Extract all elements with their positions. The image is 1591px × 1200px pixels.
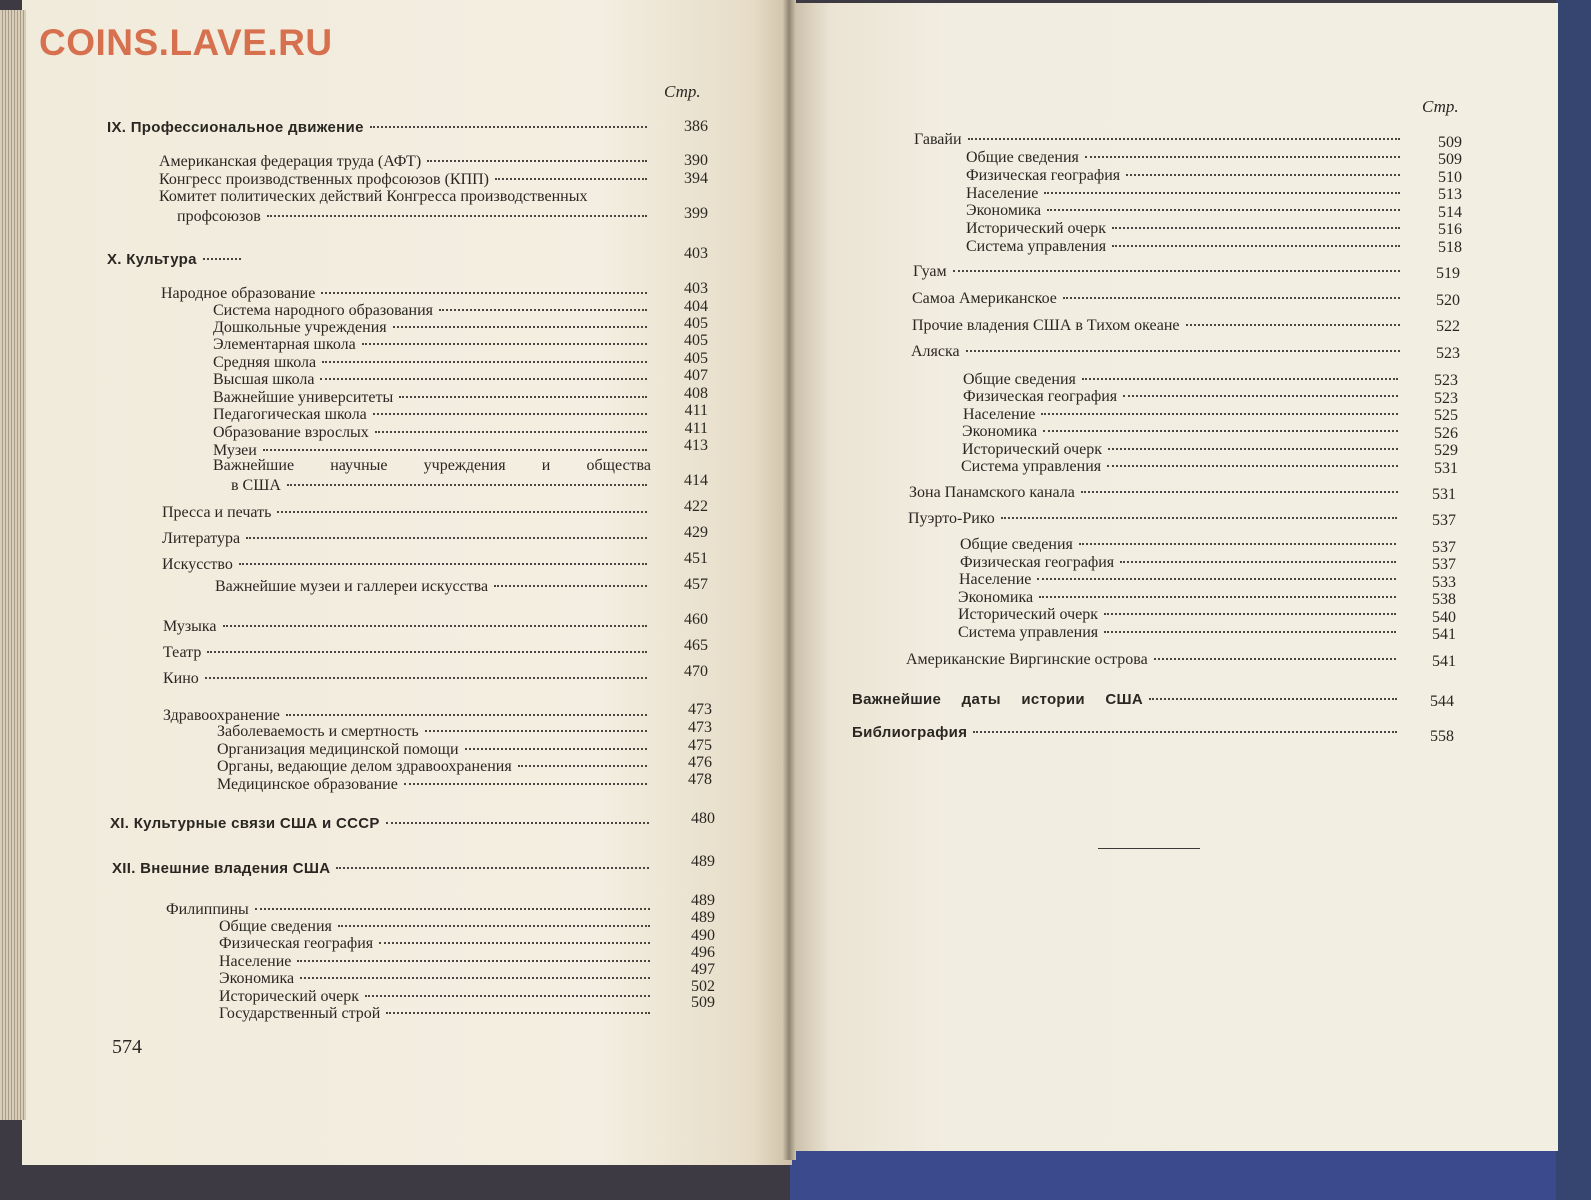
toc-entry: Музеи: [213, 442, 653, 460]
toc-entry: Население: [959, 571, 1402, 589]
toc-entry: IX. Профессиональное движение: [107, 119, 653, 137]
toc-page-number: 473: [688, 719, 712, 736]
toc-entry: Общие сведения: [960, 536, 1402, 554]
toc-entry: X. Культура: [107, 251, 247, 269]
toc-page-number: 489: [691, 909, 715, 926]
toc-page-number: 403: [684, 245, 708, 262]
toc-entry: Население: [966, 185, 1406, 203]
toc-entry: Гуам: [913, 263, 1406, 281]
toc-entry: Исторический очерк: [966, 220, 1406, 238]
toc-entry: Заболеваемость и смертность: [217, 723, 653, 741]
toc-entry: Высшая школа: [213, 371, 653, 389]
toc-entry: [213, 457, 651, 475]
toc-entry: Аляска: [911, 343, 1406, 361]
toc-page-number: 496: [691, 944, 715, 961]
toc-entry: Средняя школа: [213, 354, 653, 372]
toc-page-number: 411: [684, 402, 708, 419]
toc-entry: Исторический очерк: [219, 988, 656, 1006]
toc-page-number: 451: [684, 550, 708, 567]
toc-page-number: 526: [1434, 425, 1458, 442]
toc-entry: Народное образование: [161, 285, 653, 303]
toc-entry: Государственный строй: [219, 1005, 656, 1023]
toc-page-number: 537: [1432, 539, 1456, 556]
toc-entry: Литература: [162, 530, 653, 548]
toc-entry: Общие сведения: [963, 371, 1404, 389]
toc-page-number: 413: [684, 437, 708, 454]
toc-entry: Библиография: [852, 724, 1403, 742]
toc-page-number: 497: [691, 961, 715, 978]
toc-entry: Комитет политических действий Конгресса производственных: [159, 188, 588, 205]
toc-page-number: 394: [684, 170, 708, 187]
toc-entry: Американская федерация труда (АФТ): [159, 153, 653, 171]
toc-entry: Система управления: [958, 624, 1402, 642]
toc-page-number: 502: [691, 978, 715, 995]
toc-page-number: 465: [684, 637, 708, 654]
toc-entry: Органы, ведающие делом здравоохранения: [217, 758, 653, 776]
toc-entry: Элементарная школа: [213, 336, 653, 354]
toc-entry: Экономика: [966, 202, 1406, 220]
toc-entry: Экономика: [962, 423, 1404, 441]
watermark-text: COINS.LAVE.RU: [39, 22, 333, 63]
toc-page-number: 489: [691, 892, 715, 909]
toc-page-number: 525: [1434, 407, 1458, 424]
toc-entry: Исторический очерк: [962, 441, 1404, 459]
toc-page-number: 429: [684, 524, 708, 541]
toc-page-number: 390: [684, 152, 708, 169]
toc-entry: XII. Внешние владения США: [112, 860, 655, 878]
toc-page-number: 516: [1438, 221, 1462, 238]
toc-page-number: 531: [1434, 460, 1458, 477]
toc-page-number: 523: [1434, 390, 1458, 407]
toc-entry: Население: [219, 953, 656, 971]
toc-page-number: 514: [1438, 204, 1462, 221]
book-cover-right: [1556, 0, 1591, 1200]
toc-entry: Экономика: [219, 970, 656, 988]
toc-entry: Образование взрослых: [213, 424, 653, 442]
toc-page-number: 473: [688, 701, 712, 718]
toc-entry: Филиппины: [166, 901, 656, 919]
toc-entry: Физическая география: [219, 935, 656, 953]
toc-page-number: 414: [684, 472, 708, 489]
toc-entry: Система управления: [966, 238, 1406, 256]
toc-page-number: 518: [1438, 239, 1462, 256]
toc-entry: Физическая география: [963, 388, 1404, 406]
toc-entry-word: общества: [586, 457, 651, 474]
toc-entry-word: Важнейшие: [213, 457, 295, 474]
toc-entry: Общие сведения: [966, 149, 1406, 167]
toc-page-number: 538: [1432, 591, 1456, 608]
toc-entry: Организация медицинской помощи: [217, 741, 653, 759]
toc-page-number: 489: [691, 853, 715, 870]
toc-page-number: 422: [684, 498, 708, 515]
toc-page-number: 480: [691, 810, 715, 827]
toc-entry: Прочие владения США в Тихом океане: [912, 317, 1406, 335]
toc-page-number: 399: [684, 205, 708, 222]
toc-page-number: 405: [684, 332, 708, 349]
toc-page-number: 533: [1432, 574, 1456, 591]
toc-page-number: 519: [1436, 265, 1460, 282]
toc-page-number: 408: [684, 385, 708, 402]
toc-page-number: 405: [684, 315, 708, 332]
toc-entry: Население: [963, 406, 1404, 424]
page-number: 574: [112, 1036, 142, 1058]
toc-page-number: 509: [1438, 151, 1462, 168]
toc-page-number: 531: [1432, 486, 1456, 503]
end-rule: [1098, 848, 1200, 849]
toc-page-number: 520: [1436, 292, 1460, 309]
toc-entry: Конгресс производственных профсоюзов (КПП): [159, 171, 653, 189]
toc-page-number: 510: [1438, 169, 1462, 186]
book-gutter: [782, 0, 796, 1160]
page-edges: [0, 10, 26, 1120]
toc-entry: Кино: [163, 670, 653, 688]
toc-page-number: 470: [684, 663, 708, 680]
toc-page-number: 476: [688, 754, 712, 771]
toc-entry: профсоюзов: [177, 208, 653, 226]
toc-entry: Здравоохранение: [163, 707, 653, 725]
toc-entry: в США: [231, 477, 653, 495]
toc-entry: Важнейшие музеи и галлереи искусства: [215, 578, 653, 596]
toc-page-number: 403: [684, 280, 708, 297]
toc-page-number: 407: [684, 367, 708, 384]
toc-page-number: 404: [684, 298, 708, 315]
toc-page-number: 475: [688, 737, 712, 754]
toc-page-number: 509: [691, 994, 715, 1011]
toc-page-number: 529: [1434, 442, 1458, 459]
toc-page-number: 522: [1436, 318, 1460, 335]
toc-page-number: 513: [1438, 186, 1462, 203]
toc-entry-word: и: [541, 457, 551, 474]
toc-page-number: 460: [684, 611, 708, 628]
toc-entry: Система управления: [961, 458, 1404, 476]
toc-page-number: 411: [684, 420, 708, 437]
toc-page-number: 544: [1430, 693, 1454, 710]
page-column-header: Стр.: [664, 82, 701, 101]
toc-entry: Пуэрто-Рико: [908, 510, 1403, 528]
toc-entry: Важнейшие даты истории США: [852, 691, 1403, 709]
toc-entry: XI. Культурные связи США и СССР: [110, 815, 655, 833]
toc-entry: Самоа Американское: [912, 290, 1406, 308]
toc-entry: Музыка: [163, 618, 653, 636]
toc-entry: Физическая география: [960, 554, 1402, 572]
toc-entry: Педагогическая школа: [213, 406, 653, 424]
toc-entry: Театр: [163, 644, 653, 662]
toc-entry: Искусство: [162, 556, 653, 574]
toc-page-number: 405: [684, 350, 708, 367]
toc-entry: Дошкольные учреждения: [213, 319, 653, 337]
toc-page-number: 478: [688, 771, 712, 788]
toc-entry: Физическая география: [966, 167, 1406, 185]
toc-page-number: 540: [1432, 609, 1456, 626]
toc-entry: Пресса и печать: [162, 504, 653, 522]
toc-entry: Система народного образования: [213, 302, 653, 320]
toc-entry-word: учреждения: [423, 457, 506, 474]
toc-entry: Зона Панамского канала: [909, 484, 1404, 502]
toc-entry-word: научные: [330, 457, 388, 474]
toc-page-number: 558: [1430, 728, 1454, 745]
toc-entry: Общие сведения: [219, 918, 656, 936]
toc-page-number: 537: [1432, 556, 1456, 573]
toc-page-number: 541: [1432, 653, 1456, 670]
toc-entry: Медицинское образование: [217, 776, 653, 794]
toc-page-number: 509: [1438, 134, 1462, 151]
toc-page-number: 523: [1436, 345, 1460, 362]
toc-entry: Гавайи: [914, 131, 1406, 149]
toc-page-number: 541: [1432, 626, 1456, 643]
toc-entry: Американские Виргинские острова: [906, 651, 1402, 669]
toc-page-number: 523: [1434, 372, 1458, 389]
toc-entry: Экономика: [958, 589, 1402, 607]
page-column-header: Стр.: [1422, 97, 1459, 116]
book-cover-bottom: [790, 1150, 1570, 1200]
toc-entry: Важнейшие университеты: [213, 389, 653, 407]
toc-page-number: 386: [684, 118, 708, 135]
toc-page-number: 457: [684, 576, 708, 593]
toc-page-number: 537: [1432, 512, 1456, 529]
toc-entry: Исторический очерк: [958, 606, 1402, 624]
toc-page-number: 490: [691, 927, 715, 944]
